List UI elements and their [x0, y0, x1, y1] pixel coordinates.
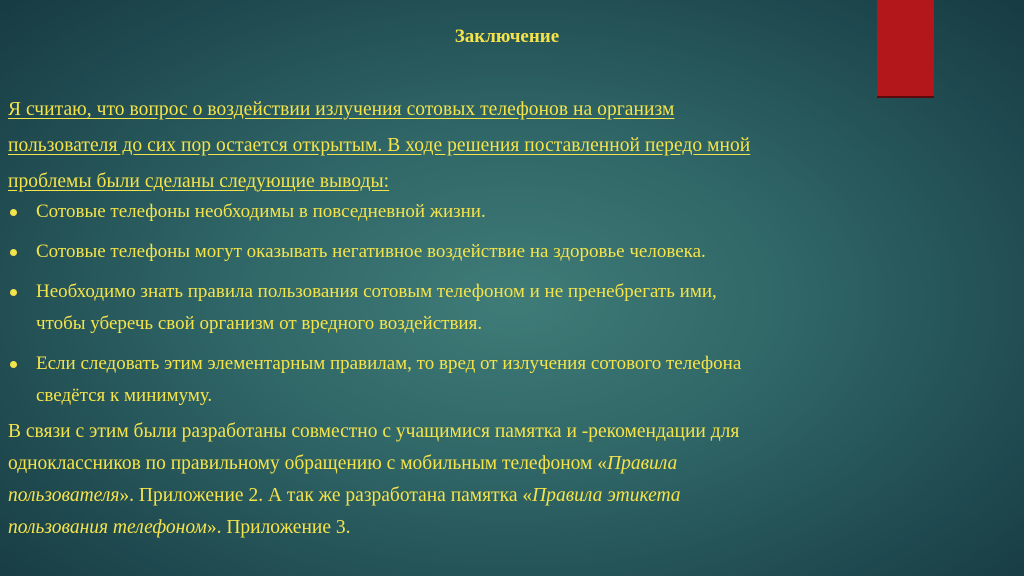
list-item-text: Необходимо знать правила пользования сотовым телефоном и не пренебрегать ими, — [36, 281, 717, 302]
closing-italic-text: пользования телефоном — [8, 517, 207, 538]
intro-paragraph — [8, 92, 1008, 200]
list-item — [8, 236, 1008, 268]
bullet-dot-icon — [10, 361, 17, 368]
intro-line: пользователя до сих пор остается открытым. В ходе решения поставленной передо мной — [8, 135, 751, 156]
list-item-text: чтобы уберечь свой организм от вредного воздействия. — [36, 313, 483, 334]
list-item — [8, 276, 1008, 340]
red-accent-bar — [877, 0, 934, 98]
slide-title: Заключение — [454, 26, 560, 47]
list-item — [8, 196, 1008, 228]
intro-line: проблемы были сделаны следующие выводы: — [8, 171, 390, 192]
slide-body — [8, 98, 1008, 544]
conclusions-list — [8, 196, 1008, 412]
closing-text: одноклассников по правильному обращению с мобильным телефоном « — [8, 453, 607, 474]
closing-line: В связи с этим были разработаны совместно с учащимися памятка и -рекомендации для — [8, 421, 740, 442]
closing-italic-text: Правила — [606, 453, 678, 474]
closing-line — [8, 448, 1008, 480]
closing-text: ». Приложение 2. А так же разработана памятка « — [119, 485, 533, 506]
intro-line: Я считаю, что вопрос о воздействии излучения сотовых телефонов на организм — [8, 99, 675, 120]
closing-paragraph — [8, 416, 1008, 544]
list-item-text: Сотовые телефоны могут оказывать негативное воздействие на здоровье человека. — [36, 241, 706, 262]
bullet-dot-icon — [10, 249, 17, 256]
closing-italic-text: пользователя — [8, 485, 120, 506]
bullet-dot-icon — [10, 289, 17, 296]
closing-italic-text: Правила этикета — [532, 485, 681, 506]
list-item-text: Сотовые телефоны необходимы в повседневной жизни. — [36, 201, 486, 222]
closing-text: ». Приложение 3. — [206, 517, 351, 538]
bullet-dot-icon — [10, 209, 17, 216]
closing-line — [8, 480, 1008, 512]
list-item-text: сведётся к минимуму. — [36, 385, 213, 406]
list-item-text: Если следовать этим элементарным правилам, то вред от излучения сотового телефона — [36, 353, 742, 374]
list-item — [8, 348, 1008, 412]
closing-line — [8, 512, 1008, 544]
